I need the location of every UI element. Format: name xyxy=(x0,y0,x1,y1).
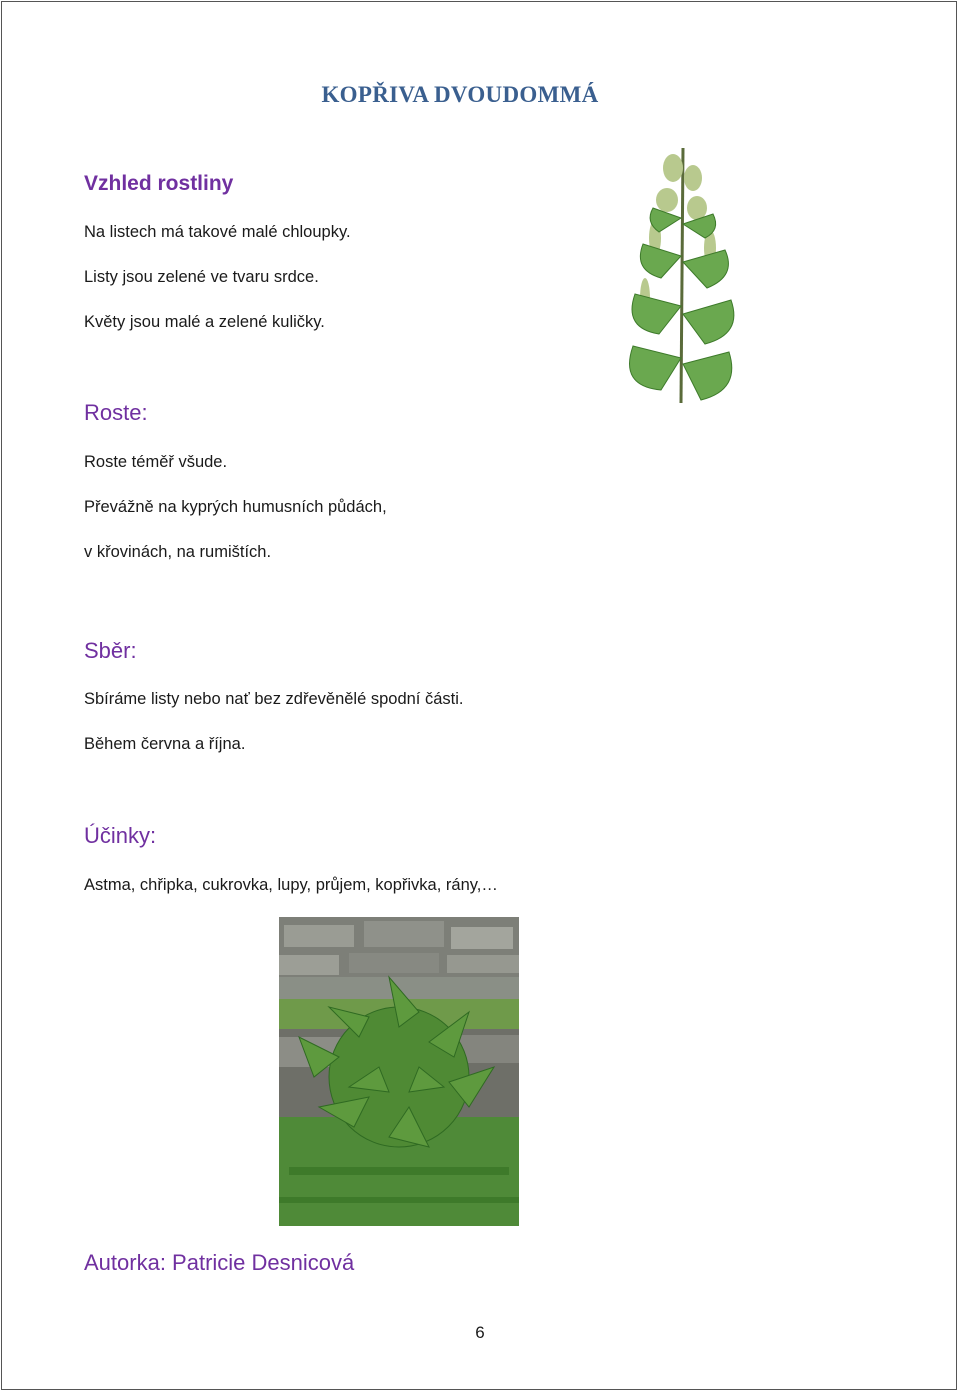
appearance-line-3: Květy jsou malé a zelené kuličky. xyxy=(84,313,325,331)
page-number: 6 xyxy=(475,1323,485,1342)
nettle-illustration xyxy=(615,138,745,416)
grows-line-1: Roste téměř všude. xyxy=(84,453,228,471)
heading-grows: Roste: xyxy=(84,400,148,425)
nettle-photo xyxy=(279,917,519,1226)
page-title: KOPŘIVA DVOUDOMMÁ xyxy=(321,82,599,107)
heading-harvest: Sběr: xyxy=(84,638,137,663)
heading-effects: Účinky: xyxy=(84,823,157,848)
appearance-line-2: Listy jsou zelené ve tvaru srdce. xyxy=(84,268,319,286)
author: Autorka: Patricie Desnicová xyxy=(84,1250,355,1275)
harvest-line-1: Sbíráme listy nebo nať bez zdřevěnělé spodní části. xyxy=(84,690,464,708)
heading-appearance: Vzhled rostliny xyxy=(84,172,234,195)
harvest-line-2: Během června a října. xyxy=(84,735,246,753)
effects-line-1: Astma, chřipka, cukrovka, lupy, průjem, kopřivka, rány,… xyxy=(84,876,498,894)
grows-line-2: Převážně na kyprých humusních půdách, xyxy=(84,498,387,516)
nettle-stem xyxy=(681,148,683,403)
grows-line-3: v křovinách, na rumištích. xyxy=(84,543,272,561)
appearance-line-1: Na listech má takové malé chloupky. xyxy=(84,223,351,241)
